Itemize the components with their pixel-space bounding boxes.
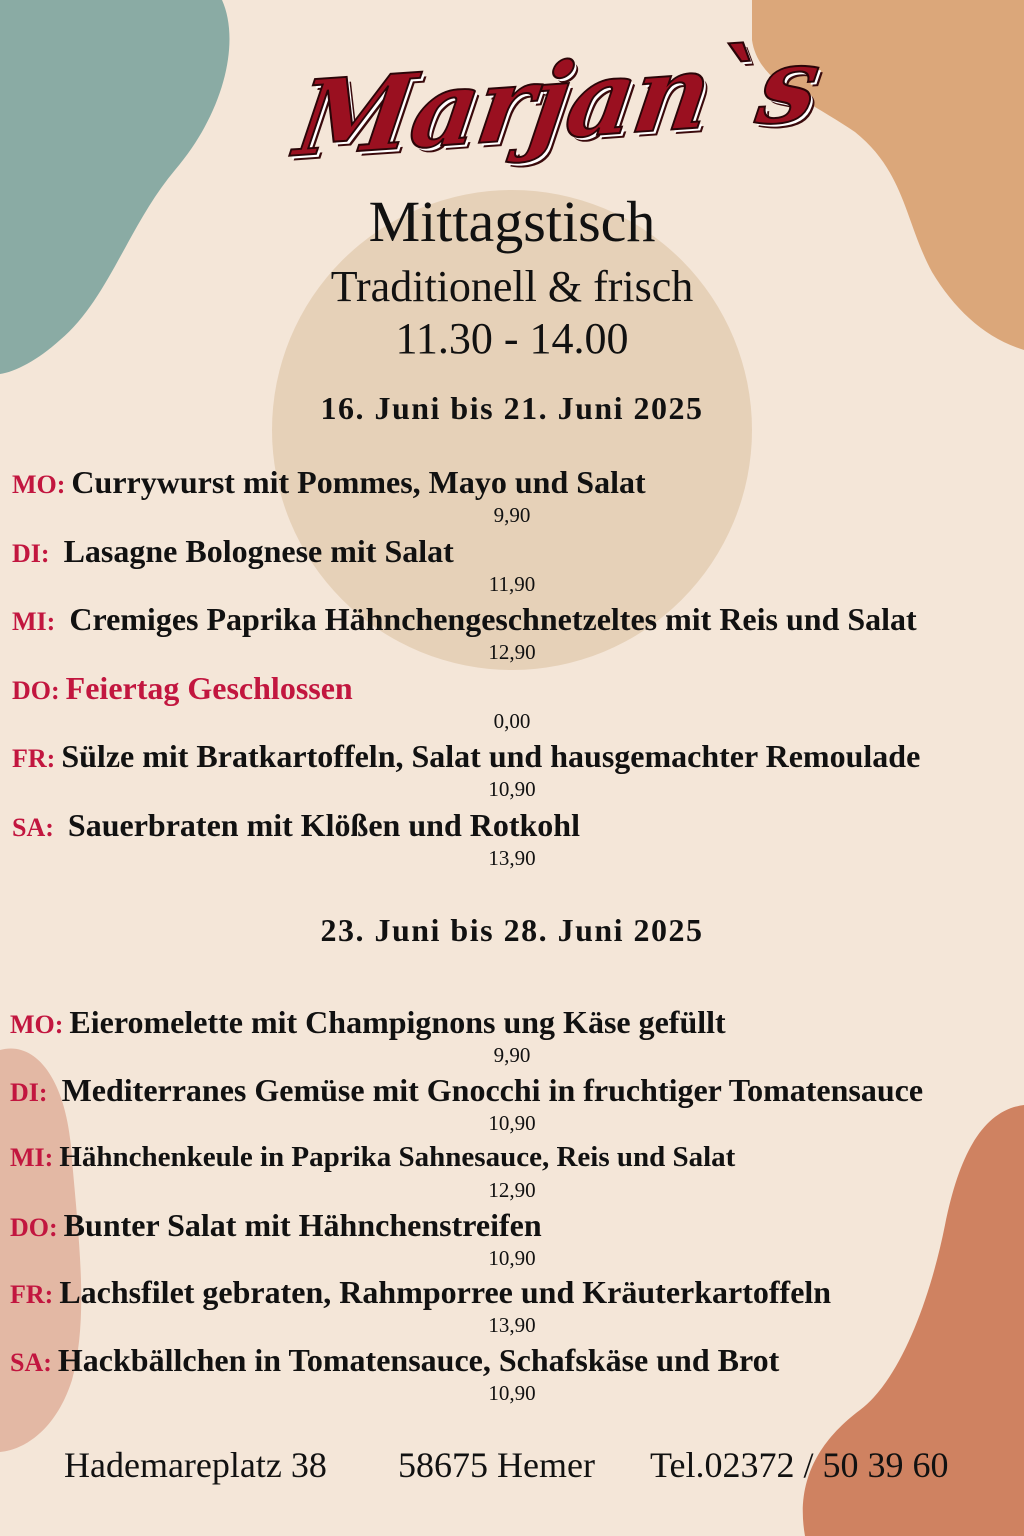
day-label: SA: — [10, 1347, 52, 1377]
dish-price: 11,90 — [488, 571, 536, 596]
menu-item — [0, 597, 1024, 666]
menu-item — [0, 1135, 1024, 1203]
menu-item — [0, 803, 1024, 872]
marjans-logo — [288, 22, 826, 190]
dish-price: 0,00 — [493, 708, 531, 733]
menu-item — [0, 1203, 1024, 1271]
menu-item — [0, 666, 1024, 735]
dish-price: 13,90 — [488, 845, 536, 870]
dish-name: Bunter Salat mit Hähnchenstreifen — [63, 1206, 542, 1243]
menu-item — [0, 734, 1024, 803]
dish-name: Hähnchenkeule in Paprika Sahnesauce, Reis und Salat — [59, 1141, 736, 1173]
week-2-menu — [0, 1000, 1024, 1405]
week-1-menu — [0, 460, 1024, 871]
menu-item — [0, 1338, 1024, 1406]
dish-price: 10,90 — [488, 777, 536, 801]
week-heading-2: 23. Juni bis 28. Juni 2025 — [320, 912, 704, 948]
day-label: DO: — [10, 1212, 58, 1242]
dish-name: Eieromelette mit Champignons ung Käse gefüllt — [69, 1004, 726, 1040]
dish-price: 9,90 — [493, 503, 531, 527]
menu-item — [0, 1270, 1024, 1338]
day-label: MO: — [12, 470, 66, 499]
page-title: Mittagstisch — [368, 189, 656, 254]
dish-name: Sauerbraten mit Klößen und Rotkohl — [67, 806, 580, 843]
day-label: FR: — [12, 744, 56, 773]
dish-price: 12,90 — [488, 640, 536, 664]
day-label: MO: — [10, 1010, 64, 1039]
subtitle: Traditionell & frisch — [330, 262, 694, 311]
dish-price: 12,90 — [488, 1178, 536, 1202]
dish-price: 9,90 — [493, 1043, 531, 1067]
opening-hours: 11.30 - 14.00 — [395, 314, 629, 363]
dish-price: 10,90 — [488, 1380, 536, 1405]
menu-item — [0, 1000, 1024, 1068]
city-address: 58675 Hemer — [398, 1445, 595, 1485]
dish-name: Sülze mit Bratkartoffeln, Salat und hausgemachter Remoulade — [61, 738, 921, 774]
menu-item — [0, 1068, 1024, 1136]
dish-name: Hackbällchen in Tomatensauce, Schafskäse und Brot — [57, 1341, 780, 1378]
day-label: MI: — [10, 1143, 54, 1172]
day-label: DI: — [10, 1077, 48, 1107]
menu-item — [0, 460, 1024, 529]
menu-item — [0, 529, 1024, 598]
dish-name: Lachsfilet gebraten, Rahmporree und Kräuterkartoffeln — [59, 1274, 832, 1310]
week-heading-1: 16. Juni bis 21. Juni 2025 — [320, 390, 704, 426]
logo-text: Marjan`s — [288, 22, 826, 181]
phone-number: Tel.02372 / 50 39 60 — [650, 1445, 949, 1485]
closed-notice: Feiertag Geschlossen — [65, 669, 353, 706]
day-label: FR: — [10, 1280, 54, 1309]
day-label: SA: — [12, 812, 54, 842]
street-address: Hademareplatz 38 — [64, 1445, 327, 1485]
dish-price: 10,90 — [488, 1110, 536, 1135]
day-label: MI: — [12, 607, 56, 636]
day-label: DI: — [12, 538, 50, 568]
day-label: DO: — [12, 675, 60, 705]
dish-price: 13,90 — [488, 1313, 536, 1337]
dish-name: Lasagne Bolognese mit Salat — [63, 532, 454, 569]
dish-name: Cremiges Paprika Hähnchengeschnetzeltes mit Reis und Salat — [69, 601, 917, 637]
dish-price: 10,90 — [488, 1245, 536, 1270]
address-footer — [0, 1440, 1024, 1490]
dish-name: Mediterranes Gemüse mit Gnocchi in fruchtiger Tomatensauce — [61, 1071, 924, 1108]
dish-name: Currywurst mit Pommes, Mayo und Salat — [71, 464, 646, 500]
